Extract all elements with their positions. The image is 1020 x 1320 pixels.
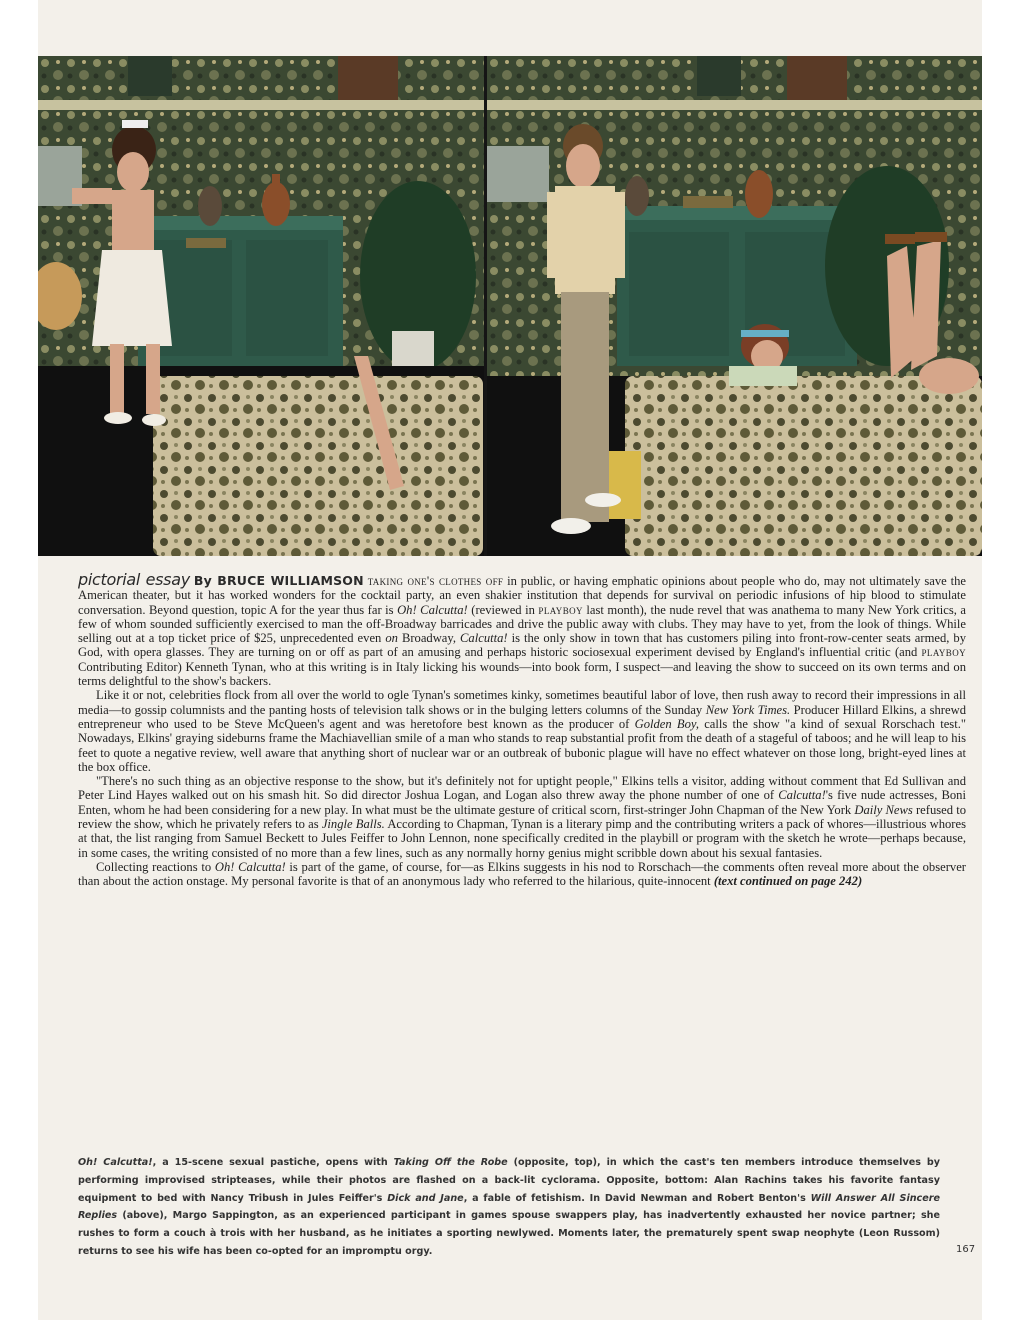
magazine-page — [38, 0, 982, 1320]
photo-spread — [38, 56, 982, 556]
essay-paragraph: "There's no such thing as an objective response to the show, but it's definitely not for uptight people," Elkins tells a visitor, adding without comment that Ed Sullivan and Peter Lind Hayes walked out on his smash hit. So did director Joshua Logan, and Logan also threw away the phone number of one of Calcutta!'s five nude actresses, Boni Enten, whom he had been considering for a new play. In what must be the ultimate gesture of critical scorn, first-stringer John Chapman of the New York Daily News refused to review the show, which he privately refers to as Jingle Balls. According to Chapman, Tynan is a literary pimp and the contributing writers a pack of whores—illustrious whores at that, the list ranging from Samuel Beckett to Jules Feiffer to John Lennon, none specifically credited in the playbill or program with the sketch he wrote—perhaps because, in some cases, the writing consisted of no more than a few lines, such as any normally horny genius might scribble down about his sexual fantasies. — [78, 774, 966, 860]
stage-photo-left — [38, 56, 484, 556]
section-kicker: pictorial essay — [78, 570, 190, 589]
stage-photo-right — [487, 56, 982, 556]
author-byline: By BRUCE WILLIAMSON — [193, 573, 364, 588]
essay-body — [78, 570, 967, 889]
essay-paragraph: pictorial essay By BRUCE WILLIAMSON taking one's clothes off in public, or having emphatic opinions about people who do, may not ultimately save the American theater, but it has worked wonders for the cocktail party, an even shakier institution that depends for survival on periodic infusions of hip blood to stimulate conversation. Beyond question, topic A for the year thus far is Oh! Calcutta! (reviewed in playboy last month), the nude revel that was anathema to many New York critics, a few of whom sounded sufficiently exercised to man the off-Broadway barricades and drive the public away with clubs. They may have to yet, from the look of things. While selling out at a top ticket price of $25, unprecedented even on Broadway, Calcutta! is the only show in town that has customers piling into front-row-center seats armed, by God, with opera glasses. They are turning on or off as part of an amusing and perhaps historic sociosexual experiment devised by England's influential critic (and playboy Contributing Editor) Kenneth Tynan, who at this writing is in Italy licking his wounds—into book form, I suspect—and leaving the show to succeed on its own terms and on terms delightful to the show's backers. — [78, 570, 967, 689]
continued-note: (text continued on page 242) — [713, 874, 863, 889]
essay-paragraph: Like it or not, celebrities flock from all over the world to ogle Tynan's sometimes kinky, sometimes beautiful labor of love, then rush away to record their impressions in all media—to gossip columnists and the panting hosts of television talk shows or in the bulging letters columns of the Sunday New York Times. Producer Hillard Elkins, a shrewd entrepreneur who used to be Steve McQueen's agent and was heretofore best known as the producer of Golden Boy, calls the show "a kind of sexual Rorschach test." Nowadays, Elkins' graying sideburns frame the Machiavellian smile of a man who stands to reap substantial profit from the death of a stageful of taboos; and he will leap to his feet to quote a negative review, well aware that anything short of nuclear war or an outbreak of bubonic plague will have no effect whatever on those long, bright-eyed lines at the box office. — [78, 688, 966, 774]
photo-caption: Oh! Calcutta!, a 15-scene sexual pastiche, opens with Taking Off the Robe (opposite, top), in which the cast's ten members introduce themselves by performing improvised stripteases, while their photos are flashed on a back-lit cyclorama. Opposite, bottom: Alan Rachins takes his favorite fantasy equipment to bed with Nancy Tribush in Jules Feiffer's Dick and Jane, a fable of fetishism. In David Newman and Robert Benton's Will Answer All Sincere Replies (above), Margo Sappington, as an experienced participant in games spouse swappers play, has inadvertently exhausted her novice partner; she rushes to form a couch à trois with her husband, as he initiates a sporting newlywed. Moments later, the prematurely spent swap neophyte (Leon Russom) returns to see his wife has been co-opted for an impromptu orgy. — [78, 1157, 940, 1257]
page-number: 167 — [956, 1244, 976, 1255]
essay-paragraph: Collecting reactions to Oh! Calcutta! is part of the game, of course, for—as Elkins suggests in his nod to Rorschach—the comments often reveal more about the observer than about the action onstage. My personal favorite is that of an anonymous lady who referred to the hilarious, quite-innocent (text continued on page 242) — [78, 859, 966, 889]
